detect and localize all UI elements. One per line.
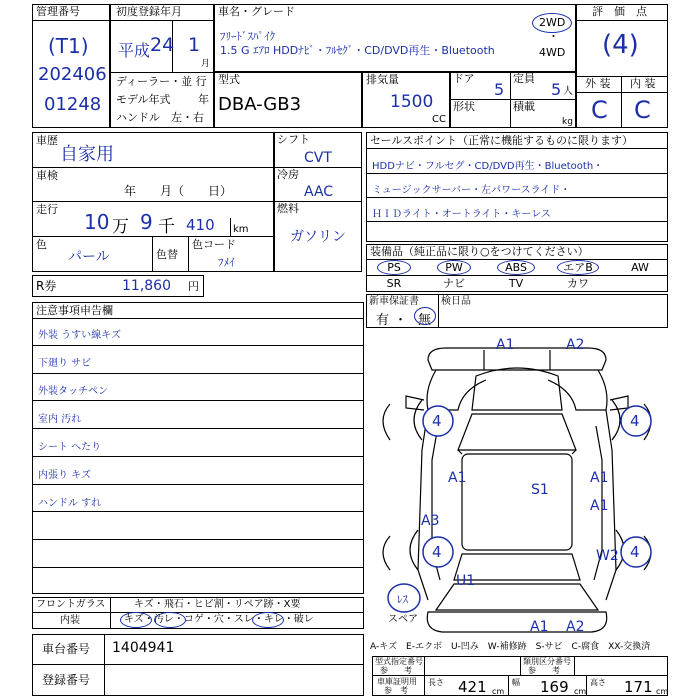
note-line (32, 345, 364, 346)
divider (621, 76, 622, 128)
roof (462, 454, 572, 550)
divider (104, 634, 105, 696)
drive-2wd: 2WD (539, 16, 566, 29)
mileage-label: 走行 (36, 203, 58, 216)
haiki: 1500 (390, 92, 434, 112)
mark-front-a1: A1 (496, 337, 515, 353)
note-line (32, 567, 364, 568)
km-unit: km (233, 224, 249, 235)
chassis-value: 1404941 (112, 640, 175, 656)
mark-left-a3: A3 (421, 513, 440, 529)
drive-dot: ・ (548, 30, 559, 43)
carname-label: 車名・グレード (218, 5, 295, 18)
divider (372, 675, 668, 676)
note-5: シート へたり (38, 442, 102, 453)
windshield (458, 414, 576, 450)
mark-tire-rl: 4 (432, 543, 442, 561)
mark-front-a2: A2 (566, 337, 585, 353)
exterior-label: 外 装 (585, 77, 611, 90)
width-unit: cm (574, 687, 587, 696)
color-code: ﾌﾒｲ (218, 256, 235, 269)
fuel-label: 燃料 (277, 202, 299, 215)
mark-rear-a1: A1 (530, 619, 549, 635)
arrival-label: 検日品 (441, 296, 471, 307)
ruibetsu-label: 類別区分番号 (523, 657, 571, 666)
handle-label: ハンドル 左・右 (116, 111, 204, 124)
shoken-box (110, 4, 214, 128)
color-value: パール (68, 249, 110, 265)
cooler-label: 冷房 (277, 168, 299, 181)
circle-sure (252, 612, 284, 628)
model-year-unit: 年 (198, 93, 209, 106)
divider (32, 664, 364, 665)
haiki-label: 排気量 (366, 73, 399, 86)
equip-pw: PW (445, 261, 463, 274)
divider (110, 20, 214, 21)
teiin-unit: 人 (563, 86, 573, 97)
sales-line-3: ＨＩＤライト・オートライト・キーレス (372, 209, 551, 220)
drive-4wd: 4WD (539, 46, 566, 59)
cc-unit: CC (432, 114, 446, 125)
divider (576, 92, 668, 93)
reg-label: 登録番号 (42, 673, 91, 687)
car-name: ﾌﾘｰﾄﾞｽﾊﾟｲｸ (220, 30, 275, 43)
ruibetsu-sub: 参 考 (528, 666, 560, 675)
sep: ・ (253, 614, 264, 625)
arch-rl (410, 530, 418, 570)
cond-sure: スレ (233, 614, 254, 625)
mileage-sen: 9 (140, 210, 153, 234)
circle-airbag (557, 260, 599, 275)
sales-label: セールスポイント（正常に機能するものに限ります） (370, 134, 634, 147)
mark-tire-rr: 4 (630, 543, 640, 561)
dealer-label: ディーラー・並 行 (116, 75, 207, 88)
kanri-code: (T1) (48, 34, 89, 58)
katashiki-shitei-label: 型式指定番号 (375, 657, 423, 666)
sep: ・ (223, 614, 234, 625)
length-label: 長さ (428, 678, 444, 687)
divider (366, 197, 668, 198)
arch-fr (612, 400, 620, 440)
cond-yabure: 破レ (293, 614, 314, 625)
front-hood (484, 350, 550, 370)
era: 平成 (118, 41, 151, 60)
notes-label: 注意事項申告欄 (36, 304, 113, 317)
recycle-amount: 11,860 (122, 278, 171, 294)
man-unit: 万 (112, 217, 129, 237)
hood (472, 368, 562, 410)
katashiki: DBA-GB3 (218, 94, 302, 115)
divider (152, 236, 153, 272)
warranty-ari: 有 (376, 313, 390, 328)
glass-label: フロントガラス (36, 599, 106, 610)
divider (366, 221, 668, 222)
grade-box (576, 4, 668, 128)
chassis-label: 車台番号 (42, 642, 91, 656)
shift-value: CVT (304, 150, 332, 166)
sales-line-1: HDDナビ・フルセグ・CD/DVD再生・Bluetooth・ (372, 161, 604, 172)
mark-left-u1: U1 (456, 573, 476, 589)
note-6: 内張り キズ (38, 470, 91, 481)
mark-right-a1-top: A1 (590, 470, 609, 486)
divider (230, 218, 231, 236)
sep: ・ (143, 614, 154, 625)
door-label: ドア (453, 72, 475, 85)
equipment-label: 装備品（純正品に限り○をつけてください） (370, 245, 589, 258)
note-2: 下廻り サビ (38, 358, 92, 369)
sales-line-2: ミュージックサーバー・左パワースライド・ (372, 185, 571, 196)
arch-fl (414, 400, 422, 440)
equip-airbag: エアB (563, 261, 593, 274)
sekisai-label: 積載 (513, 100, 535, 113)
divider (32, 236, 274, 237)
recycle-label: R券 (36, 279, 57, 293)
mirror-left (406, 396, 424, 410)
color-code-label: 色コード (192, 238, 236, 251)
body-left (418, 410, 428, 600)
mark-rear-a2: A2 (566, 619, 585, 635)
keijo-label: 形状 (453, 100, 475, 113)
month-unit: 月 (201, 59, 211, 69)
circle-kizu (120, 612, 152, 628)
cond-kire: キレ (263, 614, 284, 625)
equip-tv: TV (508, 277, 524, 290)
circle-ps (377, 260, 411, 275)
equip-sr: SR (386, 277, 402, 290)
cond-ana: 穴 (213, 614, 224, 625)
divider (366, 173, 668, 174)
spare-mark: ﾚｽ (397, 593, 408, 606)
note-1: 外装 うすい線キズ (38, 330, 121, 341)
year: 24 (150, 34, 175, 56)
mileage-rest: 410 (186, 216, 215, 234)
width-value: 169 (540, 678, 569, 696)
recycle-unit: 円 (188, 280, 199, 293)
mark-left-a1: A1 (448, 470, 467, 486)
divider (366, 148, 668, 149)
grade-score: (4) (602, 30, 639, 60)
exterior-grade: C (591, 96, 608, 124)
length-unit: cm (492, 687, 505, 696)
kanri-label: 管理番号 (36, 5, 80, 18)
divider (32, 201, 274, 202)
divider (188, 236, 189, 272)
interior-cond-label: 内装 (60, 615, 80, 626)
equip-abs: ABS (505, 261, 527, 274)
note-4: 室内 汚れ (38, 414, 82, 425)
fuel-value: ガソリン (290, 229, 346, 245)
note-line (32, 373, 364, 374)
note-line (32, 484, 364, 485)
shift-label: シフト (277, 133, 310, 146)
cond-yogore: 汚レ (153, 614, 174, 625)
mark-tire-fl: 4 (432, 412, 442, 430)
grade: 1.5 G ｴｱﾛ HDDﾅﾋﾞ・ﾌﾙｾｸﾞ・CD/DVD再生・Bluetooth (220, 44, 495, 57)
circle-abs (497, 260, 535, 275)
length-value: 421 (458, 678, 487, 696)
circle-nashi (414, 307, 436, 325)
note-line (32, 511, 364, 512)
divider (110, 597, 111, 629)
interior-grade: C (634, 96, 651, 124)
divider (438, 294, 439, 328)
warranty-label: 新車保証書 (369, 296, 419, 307)
note-3: 外装タッチペン (38, 386, 108, 397)
cooler-value: AAC (304, 184, 334, 200)
katashiki-shitei-sub: 参 考 (380, 666, 412, 675)
door: 5 (494, 80, 505, 99)
note-line (32, 400, 364, 401)
width-label: 幅 (512, 678, 520, 687)
divider (110, 72, 214, 73)
shomei-label: 車庫証明用 (377, 677, 417, 686)
sen-unit: 千 (158, 217, 175, 237)
a-pillar (458, 450, 576, 454)
divider (424, 656, 425, 696)
car-diagram (366, 330, 668, 640)
equip-ps: PS (387, 261, 401, 274)
spare-label: スペア (388, 614, 418, 625)
warranty-nashi: 無 (418, 313, 432, 328)
shomei-sub: 参 考 (384, 686, 408, 695)
mark-tire-fr: 4 (630, 412, 640, 430)
circle-yogore (154, 612, 186, 628)
divider (32, 167, 274, 168)
recycle-box (32, 275, 204, 297)
legend: A-キズ E-エクボ U-凹み W-補修跡 S-サビ C-腐食 XX-交換済 (370, 642, 651, 652)
equip-navi: ナビ (443, 277, 465, 290)
divider (510, 72, 511, 128)
note-line (32, 456, 364, 457)
interior-cond-row (124, 614, 314, 626)
history-value: 自家用 (60, 144, 114, 165)
circle-pw (437, 260, 471, 275)
tire-fl-outer (383, 404, 390, 440)
teiin-label: 定員 (513, 72, 535, 85)
cond-kizu: キズ (124, 614, 144, 625)
note-line (32, 428, 364, 429)
kanri-num2: 01248 (44, 94, 102, 115)
history-label: 車歴 (36, 134, 58, 147)
sep: ・ (173, 614, 184, 625)
divider (32, 612, 364, 613)
mark-right-a1-bot: A1 (590, 498, 609, 514)
glass-value: キズ・飛石・ヒビ割・リペア跡・X要 (134, 599, 301, 610)
height-unit: cm (656, 687, 669, 696)
katashiki-label: 型式 (218, 73, 240, 86)
warranty-dot: ・ (394, 313, 408, 328)
mark-right-w2: W2 (596, 548, 619, 564)
color-label: 色 (36, 238, 47, 251)
shaken-label: 車検 (36, 169, 58, 182)
kg-unit: kg (562, 117, 573, 127)
cond-koge: コゲ (183, 614, 204, 625)
interior-label: 内 装 (630, 77, 656, 90)
sep: ・ (283, 614, 294, 625)
grade-label: 評 価 点 (592, 5, 647, 18)
tire-rl-outer (383, 536, 390, 570)
equip-aw: AW (631, 261, 649, 274)
kanri-num1: 202406 (38, 64, 107, 85)
note-7: ハンドル すれ (38, 498, 102, 509)
shoken-label: 初度登録年月 (116, 5, 182, 18)
note-line (32, 539, 364, 540)
mileage-man: 10 (84, 210, 110, 234)
teiin: 5 (551, 80, 562, 99)
shaken-text: 年 月（ 日） (124, 184, 233, 198)
divider (520, 656, 521, 675)
model-year-label: モデル年式 (116, 93, 171, 106)
divider (366, 275, 668, 276)
divider (32, 318, 364, 319)
mirror-right (610, 396, 628, 410)
mark-roof-s1: S1 (531, 482, 549, 498)
divider (576, 20, 668, 21)
divider (32, 20, 110, 21)
iro-gae-label: 色替 (156, 248, 178, 261)
height-label: 高さ (590, 678, 606, 687)
divider (508, 675, 509, 696)
sep: ・ (203, 614, 214, 625)
divider (574, 656, 575, 675)
equip-leather: カワ (567, 277, 589, 290)
month: 1 (188, 34, 201, 56)
height-value: 171 (624, 678, 653, 696)
